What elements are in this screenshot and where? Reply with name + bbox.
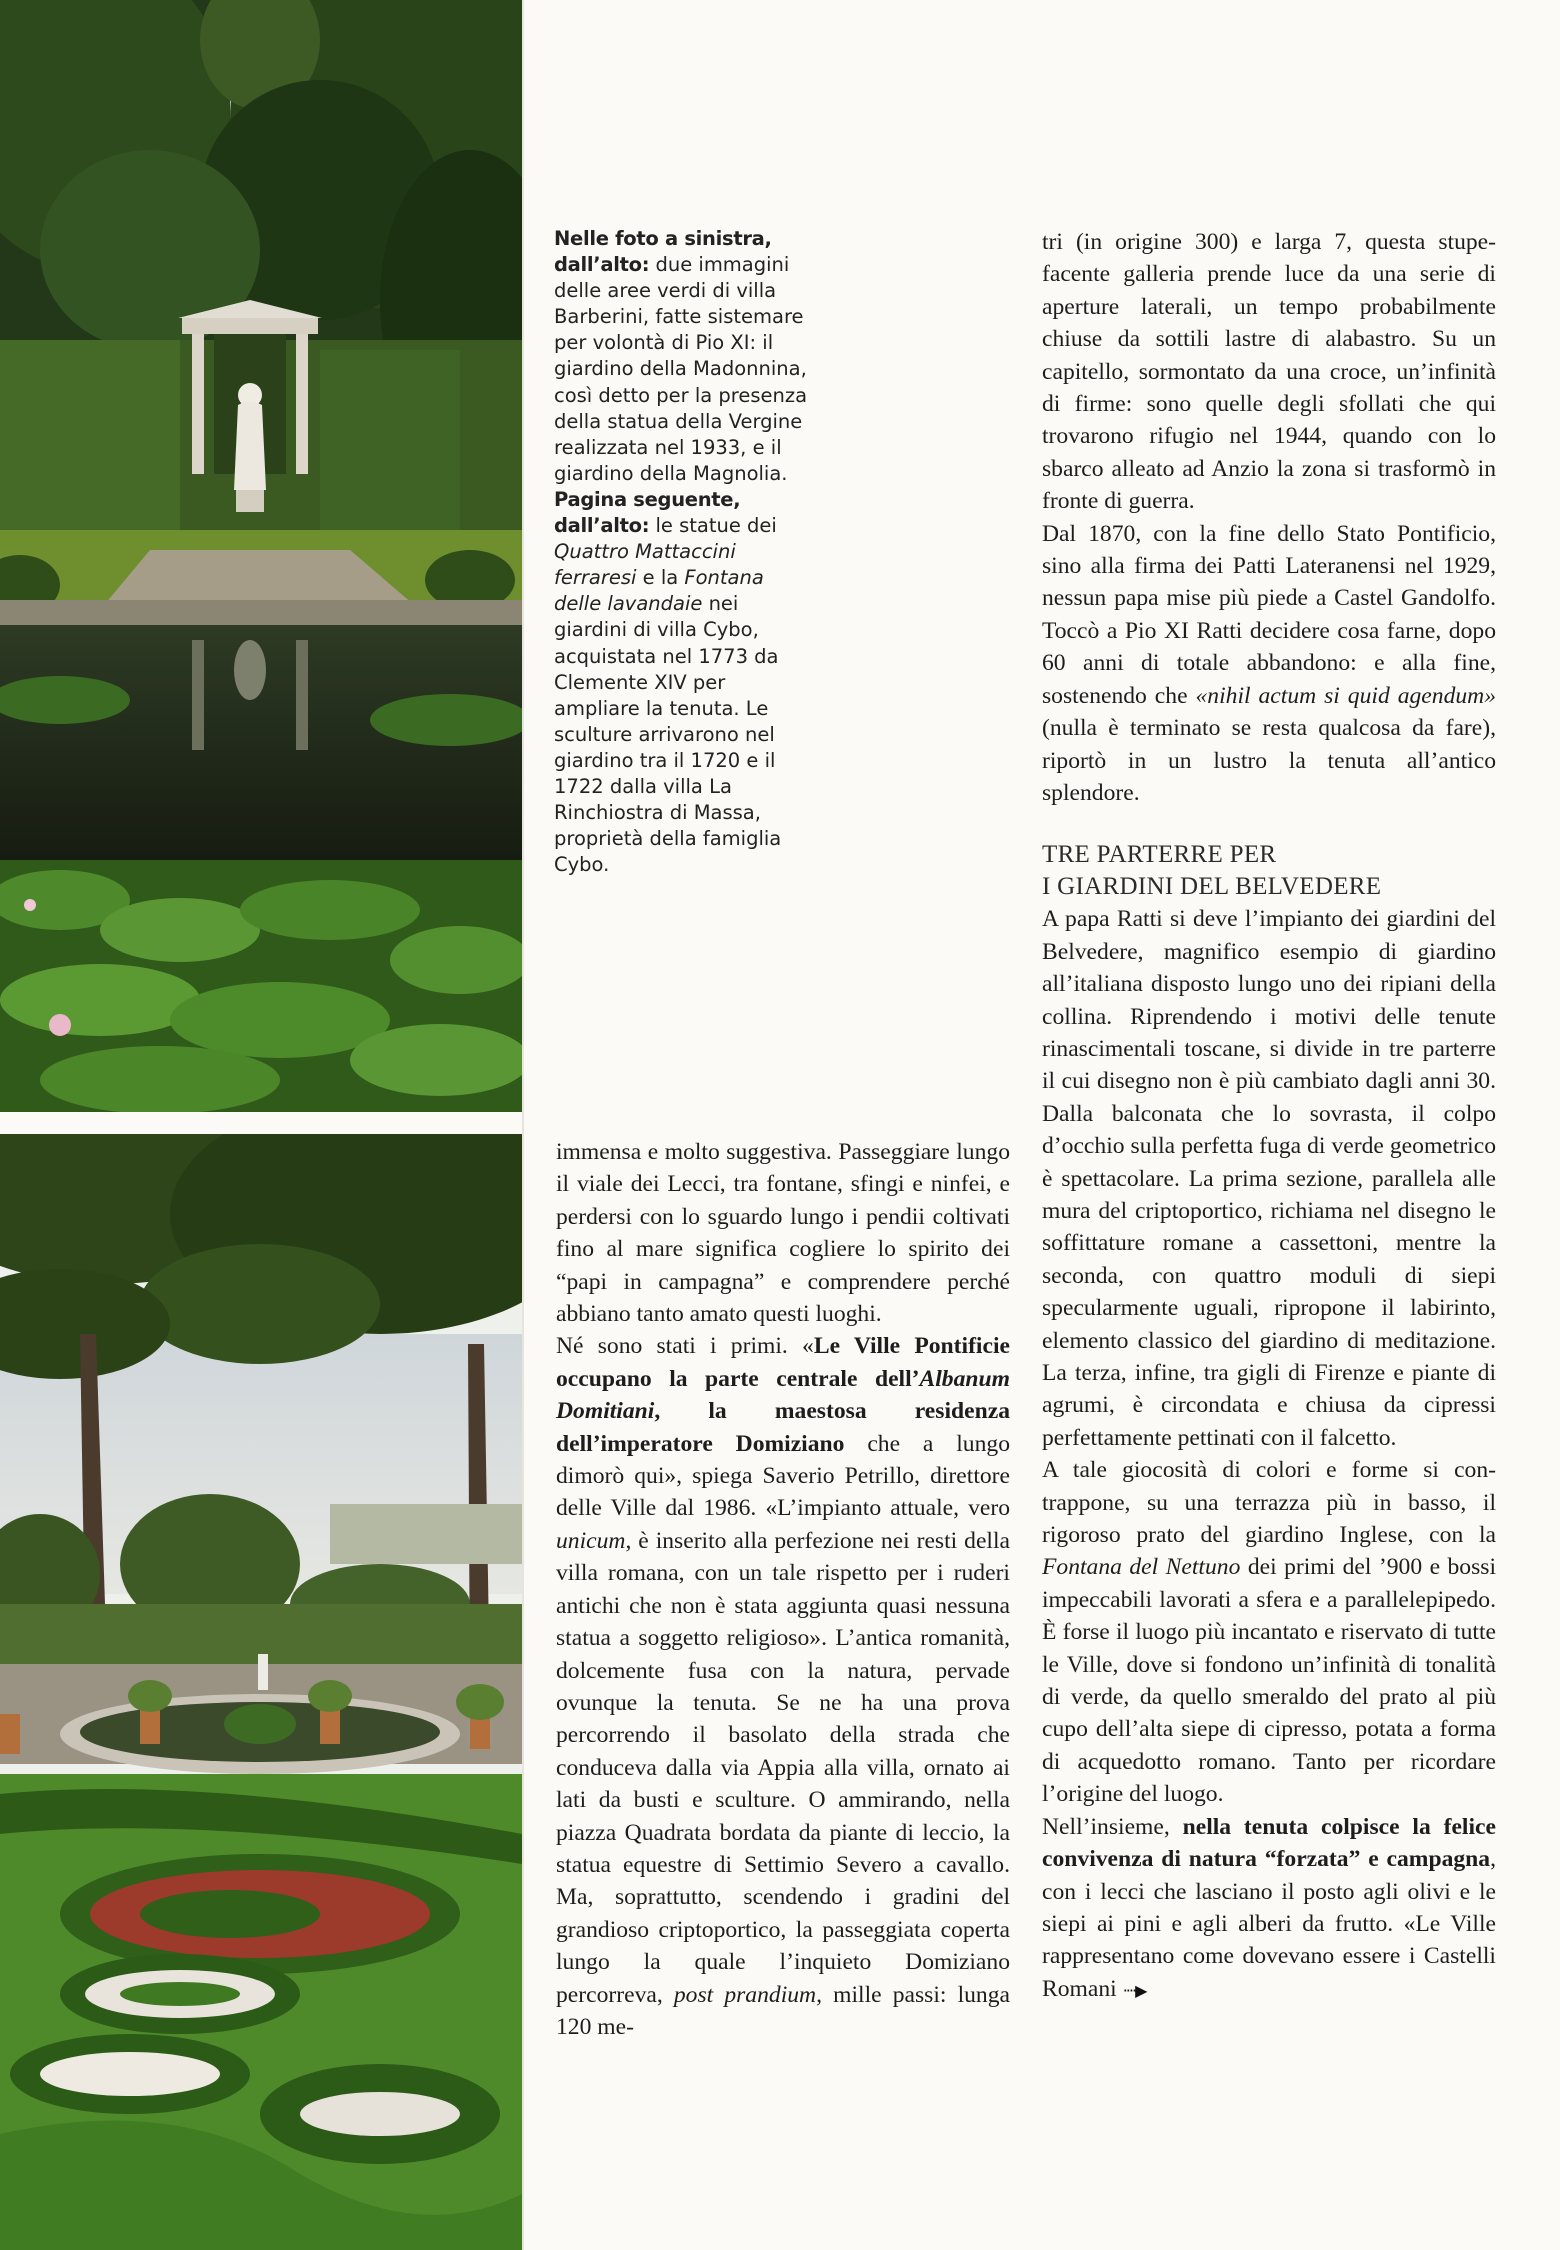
section-heading-line: TRE PARTERRE PER [1042,841,1277,869]
photo-belvedere-garden [0,1134,522,2250]
body-bold-span: , la maestosa residenza dell’imperatore Domiziano [556,1398,1010,1457]
body-text: , con i lecci che lasciano il posto agli olivi e le siepi ai pini e agli alberi da frutto. «Le Ville rappresentano come dovevano essere i Castelli Romani [1042,1846,1496,2002]
body-text: Né sono stati i primi. « [556,1333,814,1360]
body-column-middle [556,1136,1010,2043]
body-text: Dal 1870, con la fine dello Stato Pontificio, sino alla firma dei Patti Lateranensi nel 1929, nessun papa mise più piede a Castel Gandolfo. Toccò a Pio XI Ratti decidere cosa farne, dopo 60 anni di totale abbandono: e alla fine, sostenendo che [1042,520,1496,709]
body-text: che a lungo dimorò qui», spiega Saverio Petrillo, direttore delle Ville dal 1986. «L’impianto attuale, vero [556,1430,1010,1522]
caption-lead-left-photos: Nelle foto a sinistra, dall’alto: [554,227,772,277]
caption-italic-title: Quattro Mattaccini ferraresi [554,540,736,590]
body-paragraph [1042,1454,1496,1810]
photo-madonnina-garden [0,0,522,1112]
body-italic: Fontana del Nettuno [1042,1554,1241,1581]
caption-text-left-photos: due immagini delle aree verdi di villa Barberini, fatte sistemare per volontà di Pio XI: il giardino della Madonnina, così detto per la presenza della statua della Vergine realizzata nel 1933, e il giardino della Magnolia. [554,253,808,485]
body-bold-span: Le Ville Pontificie occupano la parte centrale dell’ [556,1333,1010,1392]
body-paragraph: A papa Ratti si deve l’impianto dei giardini del Belvedere, magnifico esempio di giardino all’italiana disposto lungo uno dei ripiani della collina. Riprendendo i motivi delle tenute rinascimentali toscane, si divide in tre parterre il cui disegno non è più cambiato dagli anni 30. Dalla balconata che lo sovrasta, il colpo d’occhio sulla perfetta fuga di verde geometrico è spettacolare. La prima sezione, parallela alle mura del criptoportico, richiama nel disegno le soffittature romane a cassettoni, mentre la seconda, con quattro moduli di siepi specularmente uguali, ripropone il labirinto, elemento classico del giardino di meditazione. La terza, infine, tra gigli di Firenze e piante di agrumi, è circondata e chiusa da cipressi perfettamente pettinati con il falcetto. [1042,906,1496,1451]
body-text: (nulla è terminato se resta qualcosa da fare), riportò in un lustro la tenuta all’antico splendore. [1042,715,1496,806]
body-text: mille passi: lunga 120 me- [556,1981,1010,2040]
body-paragraph [556,1330,1010,2043]
continue-arrow-icon: ····▶ [1122,1980,1146,2000]
body-italic: unicum [556,1527,626,1554]
body-paragraph: tri (in origine 300) e larga 7, questa stupefacente galleria prende luce da una serie di aperture laterali, un tempo probabilmente chiuse da sottili lastre di alabastro. Su un capitello, sormontato da una croce, un’infinità di firme: sono quelle degli sfollati che qui trovarono rifugio nel 1944, quando con lo sbarco alleato ad Anzio la zona si trasformò in fronte di guerra. [1042,229,1496,515]
section-spacer [1042,809,1496,839]
body-italic: «nihil actum si quid agendum» [1195,682,1496,709]
body-bold-text: nella tenuta colpisce la felice convivenza di natura “forzata” e campagna [1042,1813,1496,1873]
caption-text: e la [636,566,685,590]
photo-caption [554,226,816,878]
caption-lead-next-page: Pagina seguente, dall’alto: [554,487,741,538]
caption-paragraph [554,226,816,878]
body-italic: post prandium, [673,1981,822,2008]
body-paragraph: immensa e molto suggestiva. Passeggiare lungo il viale dei Lecci, tra fontane, sfingi e ninfei, e perdersi con lo sguardo lungo i pendii coltivati fino al mare significa cogliere lo spirito dei “papi in campagna” e comprendere perché abbiano tanto amato questi luoghi. [556,1139,1010,1328]
body-paragraph [1042,1811,1496,2007]
body-column-right [1042,226,1496,2007]
body-text: A tale giocosità di colori e forme si contrappone, su una terrazza più in basso, il rigoroso prato del giardino Inglese, con la [1042,1457,1496,1549]
body-bold-italic: Albanum Domitiani [556,1365,1010,1425]
caption-italic-title: Fontana delle lavandaie [554,566,764,616]
caption-text: le statue dei [649,514,777,538]
body-paragraph [1042,518,1496,810]
section-heading-line: I GIARDINI DEL BELVEDERE [1042,873,1382,901]
gutter-line [522,0,524,2250]
caption-text: nei giardini di villa Cybo, acquistata nel 1773 da Clemente XIV per ampliare la tenuta. Le sculture arrivarono nel giardino tra il 1720 e il 1722 dalla villa La Rinchiostra di Massa, proprietà della famiglia Cybo. [554,592,782,877]
body-text: , è inserito alla perfezione nei resti della villa romana, con un tale rispetto per i ruderi antichi che non è stata aggiunta quasi nessuna statua a soggetto religioso». L’antica romanità, dolcemente fusa con la natura, pervade ovunque la tenuta. Se ne ha una prova percorrendo il basolato della strada che conduceva dalla via Appia alla villa, ornato ai lati da busti e sculture. O ammirando, nella piazza Quadrata bordata da piante di leccio, la statua equestre di Settimio Severo a cavallo. Ma, soprattutto, scendendo i gradini del grandioso criptoportico, la passeggiata coperta lungo la quale l’inquieto Domiziano percorreva, [556,1527,1010,2008]
body-text: dei primi del ’900 e bossi impeccabili lavorati a sfera e a parallelepipedo. È forse il luogo più incantato e riservato di tutte le Ville, dove si fondono un’infinità di tonalità di verde, da quello smeraldo del prato al più cupo dell’alta siepe di cipresso, potata a forma di acquedotto romano. Tanto per ricordare l’origine del luogo. [1042,1554,1496,1808]
section-heading [1042,839,1496,903]
body-text: Nell’insieme, [1042,1813,1183,1840]
